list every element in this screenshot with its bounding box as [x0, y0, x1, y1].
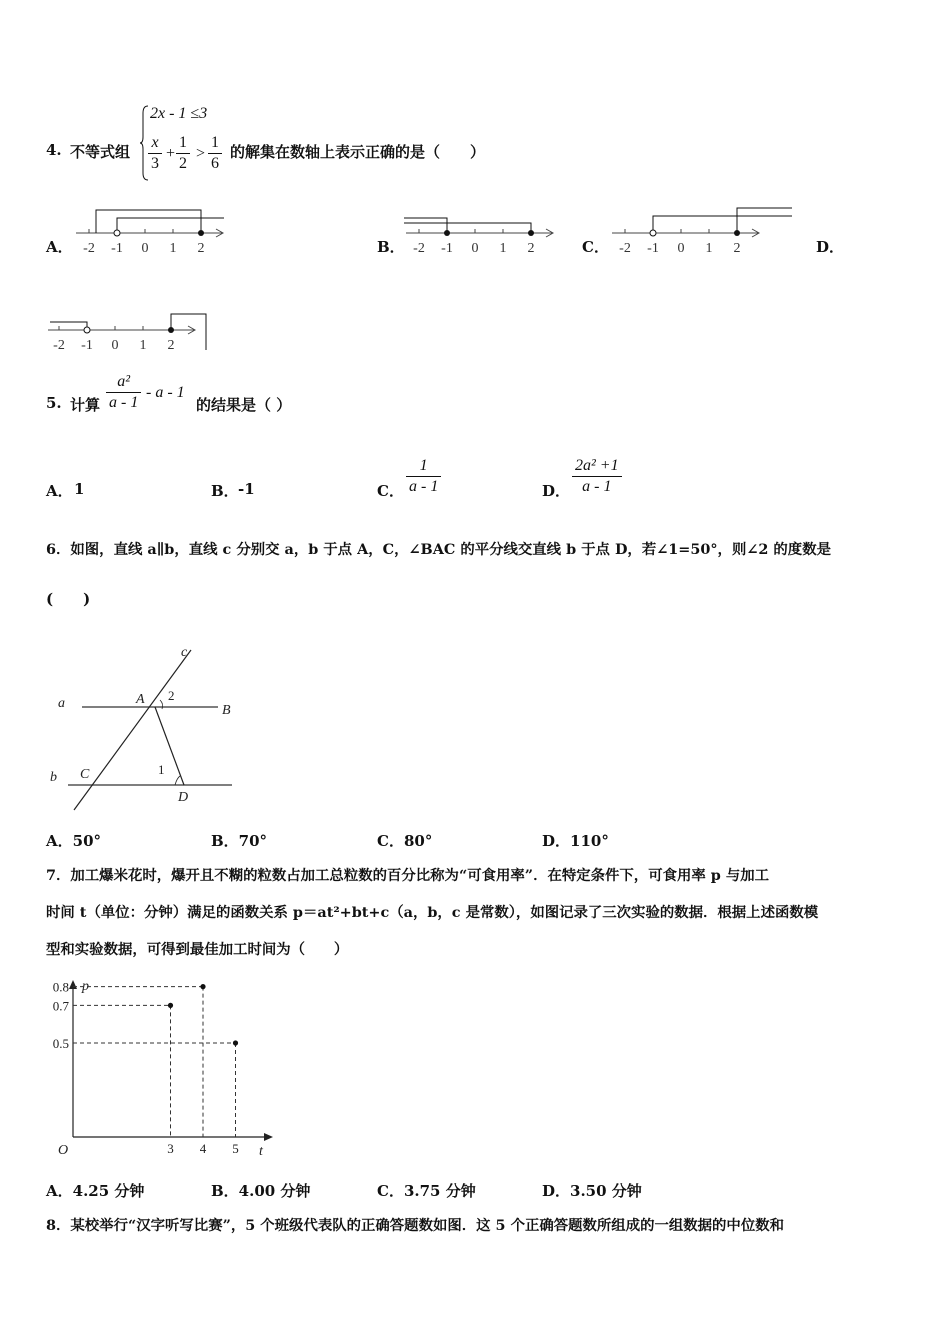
tick-label: -2 — [83, 241, 95, 256]
label-b: b — [50, 770, 57, 785]
q5-option-d-num: 2a² +1 — [572, 456, 622, 477]
q5-option-d-fraction — [572, 456, 622, 497]
label-B: B — [222, 703, 231, 718]
q5-option-b-label: B． — [211, 482, 239, 500]
q4-option-d-label: D． — [816, 238, 845, 256]
q4-plus: + — [166, 145, 176, 162]
tick-label: 1 — [499, 241, 507, 256]
tick-label: -1 — [441, 241, 453, 256]
x-tick-label: 4 — [199, 1141, 207, 1156]
y-tick-label: 0.7 — [52, 998, 69, 1014]
tick-label: 2 — [167, 338, 175, 353]
q4-number-line-a — [74, 208, 228, 258]
q4-two: 2 — [179, 155, 187, 172]
y-axis-label: p — [82, 979, 89, 994]
x-tick-label: 5 — [232, 1141, 239, 1156]
q4-six: 6 — [211, 155, 219, 172]
q4-number-line-c — [610, 204, 796, 258]
tick-label: 0 — [471, 241, 479, 256]
q5-suffix: 的结果是（ ） — [196, 396, 292, 414]
tick-label: -2 — [619, 241, 631, 256]
q6-option-c: C．80° — [377, 832, 433, 850]
tick-label: 2 — [733, 241, 741, 256]
q4-one-b: 1 — [208, 133, 222, 154]
q4-one: 1 — [176, 133, 190, 154]
q5-option-d-label: D． — [542, 482, 571, 500]
q4-suffix: 的解集在数轴上表示正确的是（ ） — [230, 143, 486, 161]
y-tick-label: 0.5 — [52, 1036, 69, 1051]
tick-label: 0 — [141, 241, 149, 256]
q4-frac-12 — [176, 133, 190, 174]
q7-option-d: D．3.50 分钟 — [542, 1182, 642, 1200]
q5-stem — [46, 370, 446, 420]
q6-option-a: A．50° — [46, 832, 102, 850]
tick-label: 2 — [527, 241, 535, 256]
q4-three: 3 — [151, 155, 159, 172]
q4-frac-16 — [208, 133, 222, 174]
data-point — [233, 1040, 238, 1045]
label-C: C — [80, 767, 90, 782]
q5-denominator: a - 1 — [109, 394, 139, 411]
q5-option-c-den: a - 1 — [409, 478, 439, 495]
q7-chart — [40, 972, 290, 1162]
q4-option-c-label: C． — [582, 238, 609, 256]
tick-label: 0 — [111, 338, 119, 353]
q4-gt: > — [196, 145, 206, 162]
q7-option-c: C．3.75 分钟 — [377, 1182, 476, 1200]
q4-option-b-label: B． — [377, 238, 405, 256]
q4-number-line-d — [44, 310, 210, 354]
q4-number-line-b — [404, 208, 558, 258]
q5-fraction — [106, 372, 141, 413]
y-tick-label: 0.8 — [52, 979, 69, 995]
q5-option-d-den: a - 1 — [582, 478, 612, 495]
tick-label: 1 — [705, 241, 713, 256]
line-c — [74, 650, 191, 810]
x-tick-label: 3 — [167, 1141, 174, 1156]
q7-line-3: 型和实验数据，可得到最佳加工时间为（ ） — [46, 941, 349, 958]
tick-label: 0 — [677, 241, 685, 256]
label-c: c — [181, 645, 188, 660]
q7-line-1: 7．加工爆米花时，爆开且不糊的粒数占加工总粒数的百分比称为“可食用率”．在特定条件下，可食用率 p 与加工 — [46, 867, 770, 884]
q7-option-b: B．4.00 分钟 — [211, 1182, 311, 1200]
q4-stem — [46, 105, 566, 185]
tick-label: -2 — [53, 338, 65, 353]
data-point — [168, 1003, 173, 1008]
q4-prefix: 不等式组 — [70, 143, 131, 161]
q6-line-1: 6．如图，直线 a∥b，直线 c 分别交 a，b 于点 A，C，∠BAC 的平分线交直线 b 于点 D，若∠1=50°，则∠2 的度数是 — [46, 541, 831, 558]
q6-option-d: D．110° — [542, 832, 609, 850]
tick-label: 1 — [139, 338, 147, 353]
tick-label: -1 — [81, 338, 93, 353]
label-angle-1: 1 — [158, 762, 165, 777]
tick-label: 2 — [197, 241, 205, 256]
q6-line-2: ( ) — [46, 590, 91, 608]
tick-label: -2 — [413, 241, 425, 256]
q8-line-1: 8．某校举行“汉字听写比赛”，5 个班级代表队的正确答题数如图．这 5 个正确答题数所组成的一组数据的中位数和 — [46, 1217, 784, 1234]
tick-label: -1 — [111, 241, 123, 256]
q5-option-a-label: A． — [46, 482, 73, 500]
label-angle-2: 2 — [168, 688, 175, 703]
q4-number: 4. — [46, 141, 62, 159]
q4-inequality-1: 2x - 1 ≤3 — [150, 105, 208, 122]
q7-option-a: A．4.25 分钟 — [46, 1182, 145, 1200]
q5-option-b: -1 — [238, 480, 255, 498]
q4-option-a-label: A． — [46, 238, 73, 256]
tick-label: 1 — [169, 241, 177, 256]
q4-x: x — [148, 133, 162, 154]
origin-label: O — [58, 1143, 69, 1158]
q6-option-b: B．70° — [211, 832, 268, 850]
q4-frac-x3 — [148, 133, 162, 174]
q5-option-a: 1 — [74, 480, 85, 498]
q5-numerator: a² — [106, 372, 141, 393]
q5-option-c-num: 1 — [406, 456, 441, 477]
q5-option-c-label: C． — [377, 482, 404, 500]
q7-line-2: 时间 t（单位：分钟）满足的函数关系 p＝at²+bt+c（a，b，c 是常数），如图记录了三次实验的数据．根据上述函数模 — [46, 904, 819, 921]
q5-prefix: 计算 — [70, 396, 101, 414]
q5-number: 5. — [46, 394, 62, 412]
label-A: A — [136, 692, 145, 707]
q5-minus-term: - a - 1 — [146, 384, 185, 401]
data-point — [200, 984, 205, 989]
q5-option-c-fraction — [406, 456, 441, 497]
label-D: D — [178, 790, 189, 805]
q6-figure — [44, 640, 254, 812]
x-axis-label: t — [259, 1144, 263, 1159]
tick-label: -1 — [647, 241, 659, 256]
label-a: a — [58, 696, 65, 711]
